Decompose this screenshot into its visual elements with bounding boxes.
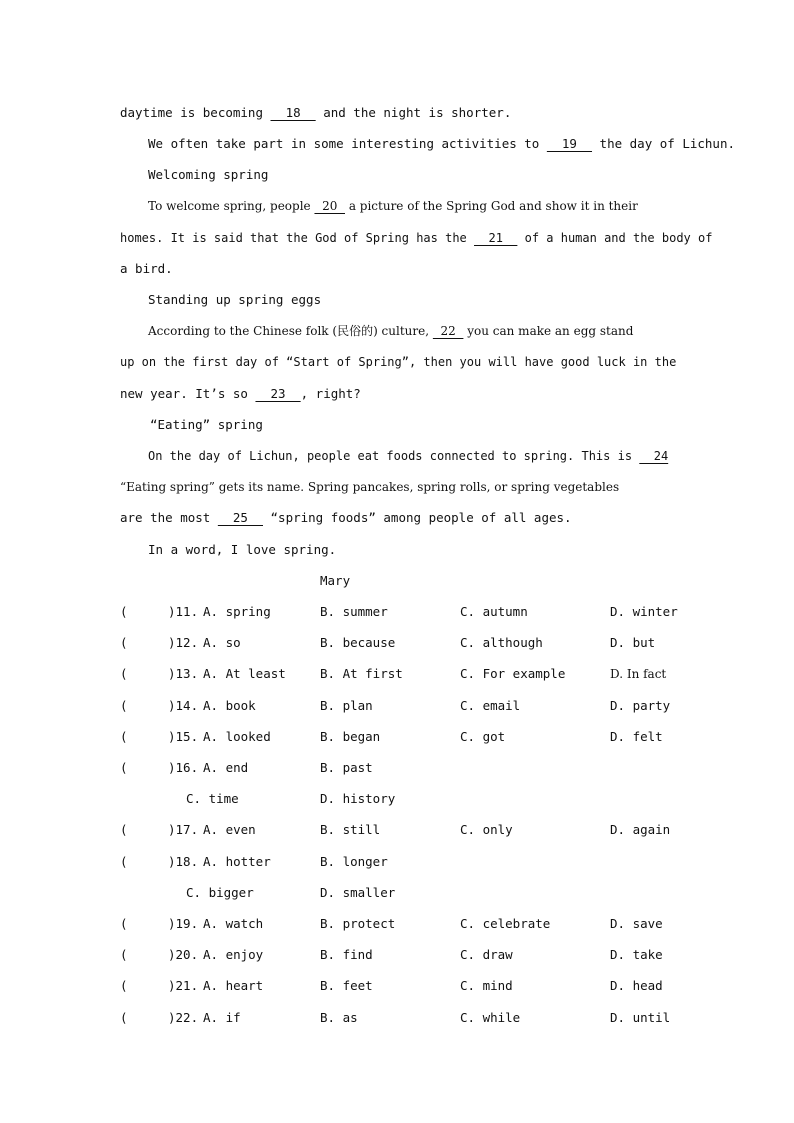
passage-text: We often take part in some interesting activities to [148, 136, 547, 151]
passage-line [120, 105, 511, 121]
option-d: D. until [610, 1010, 671, 1025]
passage-line [120, 230, 712, 246]
option-c: C. For example [460, 666, 566, 681]
passage-text: On the day of Lichun, people eat foods connected to spring. This is [148, 449, 640, 463]
blank-24: 24 [639, 449, 669, 463]
option-c: C. bigger [186, 885, 254, 900]
passage-line [148, 448, 668, 464]
passage-text: and the night is shorter. [315, 105, 512, 120]
option-c: C. email [460, 698, 521, 713]
passage-text: the day of Lichun. [592, 136, 736, 151]
option-a: A. enjoy [203, 947, 264, 962]
question-number: )19. [168, 916, 199, 931]
option-b: B. feet [320, 978, 373, 993]
option-b: B. summer [320, 604, 388, 619]
passage-line [148, 323, 633, 339]
option-b: B. as [320, 1010, 358, 1025]
passage-text: a picture of the Spring God and show it in their [345, 199, 638, 213]
option-a: A. spring [203, 604, 271, 619]
option-a: A. end [203, 760, 249, 775]
option-b: B. longer [320, 854, 388, 869]
question-number: )20. [168, 947, 199, 962]
option-c: C. autumn [460, 604, 528, 619]
option-b: B. At first [320, 666, 403, 681]
option-c: C. while [460, 1010, 521, 1025]
passage-text: According to the Chinese folk (民俗的) culture, [148, 324, 433, 338]
passage-text: you can make an egg stand [463, 324, 634, 338]
blank-25: 25 [217, 510, 263, 525]
passage-line: “Eating spring” gets its name. Spring pancakes, spring rolls, or spring vegetables [120, 480, 620, 494]
option-d: D. smaller [320, 885, 396, 900]
passage-text: To welcome spring, people [148, 199, 315, 213]
answer-paren: ( [120, 729, 128, 744]
option-d: D. again [610, 822, 671, 837]
option-d: D. take [610, 947, 663, 962]
section-heading: “Eating” spring [150, 417, 263, 432]
option-a: A. watch [203, 916, 264, 931]
option-c: C. celebrate [460, 916, 551, 931]
question-number: )18. [168, 854, 199, 869]
answer-paren: ( [120, 760, 128, 775]
option-a: A. hotter [203, 854, 271, 869]
option-c: C. mind [460, 978, 513, 993]
passage-text: new year. It’s so [120, 386, 256, 401]
answer-paren: ( [120, 916, 128, 931]
question-number: )13. [168, 666, 199, 681]
option-a: A. if [203, 1010, 241, 1025]
answer-paren: ( [120, 1010, 128, 1025]
option-c: C. time [186, 791, 239, 806]
passage-text: are the most [120, 510, 218, 525]
passage-line: up on the first day of “Start of Spring”, then you will have good luck in the [120, 355, 677, 369]
option-b: B. because [320, 635, 396, 650]
passage-line: a bird. [120, 261, 173, 276]
passage-text: homes. It is said that the God of Spring has the [120, 231, 475, 245]
option-c: C. got [460, 729, 506, 744]
passage-text: “spring foods” among people of all ages. [263, 510, 572, 525]
option-a: A. book [203, 698, 256, 713]
option-c: C. although [460, 635, 543, 650]
blank-20: 20 [314, 199, 345, 213]
answer-paren: ( [120, 854, 128, 869]
option-d: D. party [610, 698, 671, 713]
answer-paren: ( [120, 698, 128, 713]
option-d: D. but [610, 635, 656, 650]
passage-line: In a word, I love spring. [148, 542, 337, 557]
section-heading: Standing up spring eggs [148, 292, 322, 307]
option-a: A. looked [203, 729, 271, 744]
option-d: D. winter [610, 604, 678, 619]
option-b: B. find [320, 947, 373, 962]
option-d: D. save [610, 916, 663, 931]
option-a: A. At least [203, 666, 286, 681]
question-number: )12. [168, 635, 199, 650]
option-d: D. history [320, 791, 396, 806]
question-number: )16. [168, 760, 199, 775]
option-c: C. only [460, 822, 513, 837]
question-number: )11. [168, 604, 199, 619]
question-number: )22. [168, 1010, 199, 1025]
option-b: B. began [320, 729, 381, 744]
option-c: C. draw [460, 947, 513, 962]
blank-19: 19 [546, 136, 593, 151]
answer-paren: ( [120, 947, 128, 962]
blank-23: 23 [255, 386, 301, 401]
question-number: )17. [168, 822, 199, 837]
option-b: B. protect [320, 916, 396, 931]
answer-paren: ( [120, 635, 128, 650]
option-a: A. so [203, 635, 241, 650]
blank-21: 21 [474, 231, 518, 245]
passage-text: , right? [300, 386, 361, 401]
answer-paren: ( [120, 978, 128, 993]
answer-paren: ( [120, 604, 128, 619]
passage-text: of a human and the body of [517, 231, 713, 245]
option-a: A. heart [203, 978, 264, 993]
question-number: )15. [168, 729, 199, 744]
section-heading: Welcoming spring [148, 167, 269, 182]
blank-18: 18 [270, 105, 316, 120]
passage-text: daytime is becoming [120, 105, 271, 120]
answer-paren: ( [120, 666, 128, 681]
option-d: D. head [610, 978, 663, 993]
passage-line [120, 510, 572, 526]
passage-line [120, 386, 361, 402]
option-d: D. felt [610, 729, 663, 744]
passage-line [148, 198, 638, 214]
blank-22: 22 [432, 324, 464, 338]
option-b: B. plan [320, 698, 373, 713]
question-number: )14. [168, 698, 199, 713]
question-number: )21. [168, 978, 199, 993]
option-d: D. In fact [610, 667, 667, 681]
option-a: A. even [203, 822, 256, 837]
option-b: B. past [320, 760, 373, 775]
signature: Mary [320, 573, 351, 588]
option-b: B. still [320, 822, 381, 837]
answer-paren: ( [120, 822, 128, 837]
passage-line [148, 136, 735, 152]
